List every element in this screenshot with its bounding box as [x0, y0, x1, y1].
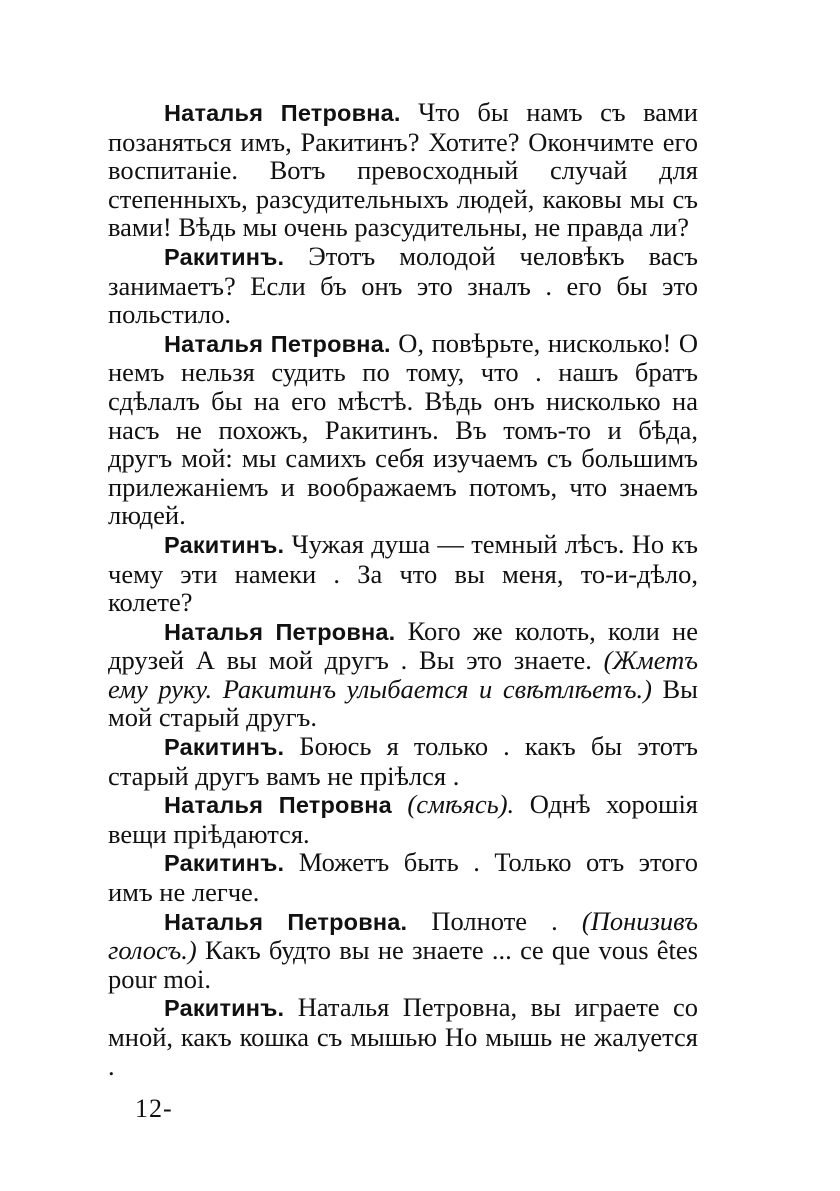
speaker-name: Наталья Петровна. [164, 100, 401, 126]
dialogue-text [108, 98, 698, 1080]
stage-direction: (Понизивъ голосъ.) [108, 905, 699, 966]
speech-text: Этотъ молодой человѣкъ васъ занимаетъ? Если бъ онъ это зналъ . его бы это польстило. [108, 240, 698, 330]
speech-text: Боюсь я только . какъ бы этотъ старый другъ вамъ не пріѣлся . [108, 731, 698, 791]
speech-text: Вы мой старый другъ. [108, 673, 698, 733]
paragraph [108, 617, 698, 732]
speaker-name: Наталья Петровна. [164, 908, 408, 935]
speech-text: Наталья Петровна, вы играете со мной, какъ кошка съ мышью Но мышь не жалуется . [108, 992, 698, 1081]
speech-text: Однѣ хорошія вещи пріѣдаются. [108, 789, 698, 849]
paragraph [108, 242, 698, 329]
speaker-name: Наталья Петровна. [164, 618, 396, 645]
speaker-name: Ракитинъ. [164, 531, 285, 558]
speech-text: Чужая душа — темный лѣсъ. Но къ чему эти намеки . За что вы меня, то-и-дѣло, колете? [108, 528, 698, 618]
speech-text: Что бы намъ съ вами позаняться имъ, Ракитинъ? Хотите? Окончимте его воспитаніе. Вотъ превосходный случай для степенныхъ, разсудительныхъ людей, каковы мы съ вами! Вѣдь мы очень разсудительны, не правда ли? [108, 97, 698, 243]
paragraph [108, 732, 698, 790]
stage-direction: (смѣясь). [391, 789, 515, 820]
paragraph [108, 98, 698, 242]
page-number: 12- [135, 1094, 173, 1123]
paragraph [108, 848, 698, 906]
paragraph [108, 907, 698, 994]
speech-text: Какъ будто вы не знаете ... ce que vous êtes pour moi. [108, 935, 698, 994]
speech-text: Кого же колоть, коли не друзей А вы мой другъ . Вы это знаете. [108, 615, 698, 676]
speech-text: Можетъ быть . Только отъ этого имъ не легче. [108, 847, 698, 908]
stage-direction: (Жметъ ему руку. Ракитинъ улыбается и свѣтлѣетъ.) [108, 645, 698, 704]
paragraph [108, 790, 698, 848]
speech-text: О, повѣрьте, нисколько! О немъ нельзя судить по тому, что . нашъ братъ сдѣлалъ бы на его мѣстѣ. Вѣдь онъ нисколько на насъ не похожъ, Ракитинъ. Въ томъ-то и бѣда, другъ мой: мы самихъ себя изучаемъ съ большимъ прилежаніемъ и воображаемъ потомъ, что знаемъ людей. [108, 327, 698, 531]
speech-text: Полноте . [407, 905, 558, 936]
speaker-name: Наталья Петровна [164, 792, 392, 819]
speaker-name: Ракитинъ. [164, 995, 285, 1022]
speaker-name: Ракитинъ. [164, 850, 285, 877]
paragraph [108, 329, 698, 530]
speaker-name: Ракитинъ. [164, 243, 285, 270]
speaker-name: Ракитинъ. [164, 734, 285, 761]
speaker-name: Наталья Петровна. [164, 330, 391, 357]
paragraph [108, 993, 698, 1080]
paragraph [108, 530, 698, 617]
